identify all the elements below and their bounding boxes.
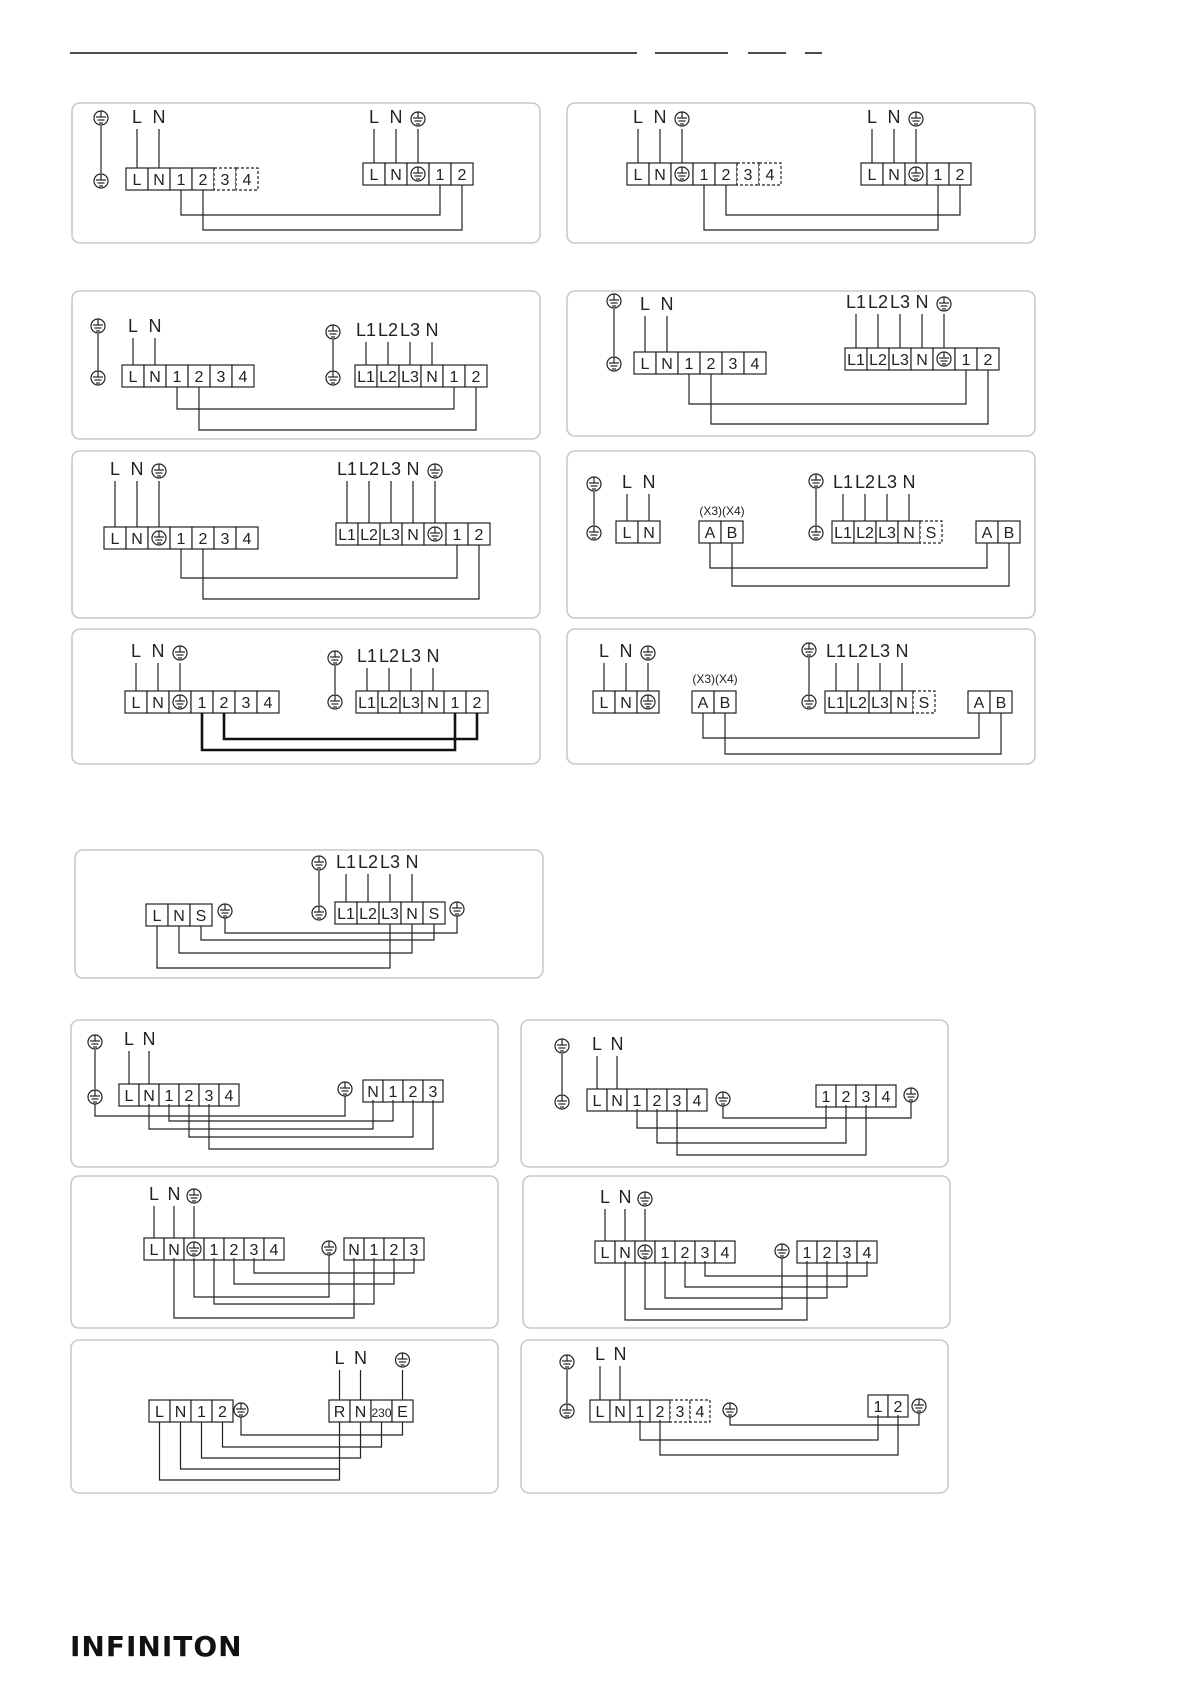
terminal-label: L1 xyxy=(358,695,376,712)
terminal-label: 2 xyxy=(822,1245,832,1262)
panel-1 xyxy=(72,103,540,243)
terminal-label: 2 xyxy=(471,369,481,386)
terminal-label: L xyxy=(109,459,121,479)
terminal-block xyxy=(344,1238,424,1260)
terminal-label: N xyxy=(354,1348,367,1368)
terminal-block xyxy=(590,1400,710,1422)
terminal-label: 3 xyxy=(220,172,230,189)
terminal-label: 3 xyxy=(743,167,753,184)
terminal-label: L1 xyxy=(834,525,852,542)
terminal-label: L3 xyxy=(381,906,399,923)
terminal-block xyxy=(595,1241,735,1263)
terminal-label: 2 xyxy=(198,531,208,548)
terminal-label: L xyxy=(639,294,651,314)
terminal-label: N xyxy=(152,695,164,712)
terminal-label: L2 xyxy=(377,320,399,340)
terminal-label: (X3)(X4) xyxy=(699,504,745,518)
terminal-label: 2 xyxy=(184,1088,194,1105)
terminal-cell xyxy=(933,348,955,370)
terminal-label: L1 xyxy=(338,527,356,544)
terminal-label: L1 xyxy=(337,906,355,923)
terminal-label: 1 xyxy=(961,352,971,369)
terminal-label: 2 xyxy=(983,352,993,369)
terminal-label: 2 xyxy=(457,167,467,184)
terminal-label: 3 xyxy=(428,1084,438,1101)
terminal-block xyxy=(627,163,781,185)
terminal-label: L xyxy=(599,695,609,712)
terminal-label: 4 xyxy=(224,1088,234,1105)
terminal-cell xyxy=(905,163,927,185)
terminal-label: N xyxy=(653,107,667,127)
terminal-label: 4 xyxy=(238,369,248,386)
terminal-label: L3 xyxy=(871,695,889,712)
terminal-label: L xyxy=(131,107,143,127)
terminal-label: 1 xyxy=(699,167,709,184)
terminal-label: N xyxy=(406,459,420,479)
panel-frame xyxy=(71,1340,498,1493)
panel-2 xyxy=(567,103,1035,243)
terminal-label: 4 xyxy=(720,1245,730,1262)
terminal-label: L1 xyxy=(335,852,357,872)
terminal-label: L2 xyxy=(380,695,398,712)
terminal-label: L xyxy=(622,525,632,542)
terminal-label: 3 xyxy=(220,531,230,548)
terminal-label: 1 xyxy=(435,167,445,184)
terminal-label: 1 xyxy=(660,1245,670,1262)
terminal-label: L3 xyxy=(382,527,400,544)
terminal-label: N xyxy=(348,1242,360,1259)
terminal-label: L xyxy=(369,167,379,184)
terminal-block xyxy=(336,523,490,545)
terminal-label: L2 xyxy=(854,472,876,492)
panel-10 xyxy=(71,1020,498,1167)
terminal-label: L3 xyxy=(380,459,402,479)
terminal-label: L xyxy=(124,1088,134,1105)
terminal-label: N xyxy=(153,172,165,189)
terminal-label: N xyxy=(152,107,166,127)
terminal-label: L3 xyxy=(878,525,896,542)
terminal-cell xyxy=(671,163,693,185)
terminal-label: L xyxy=(594,1344,606,1364)
terminal-label: L3 xyxy=(379,852,401,872)
terminal-block xyxy=(861,163,971,185)
terminal-label: L xyxy=(130,641,142,661)
terminal-label: L xyxy=(592,1093,602,1110)
terminal-label: L xyxy=(131,695,141,712)
terminal-label: 1 xyxy=(933,167,943,184)
panel-9 xyxy=(75,850,543,978)
panel-6 xyxy=(567,451,1035,618)
terminal-label: L xyxy=(132,172,142,189)
terminal-label: 230 xyxy=(371,1406,392,1420)
terminal-label: 3 xyxy=(216,369,226,386)
terminal-label: 1 xyxy=(821,1089,831,1106)
terminal-label: N xyxy=(916,352,928,369)
terminal-label: 1 xyxy=(452,527,462,544)
terminal-label: N xyxy=(174,1404,187,1421)
terminal-label: 2 xyxy=(198,172,208,189)
terminal-label: 4 xyxy=(695,1404,705,1421)
terminal-label: 2 xyxy=(955,167,965,184)
terminal-label: 4 xyxy=(242,172,252,189)
terminal-block xyxy=(593,691,659,713)
terminal-label: L2 xyxy=(359,906,377,923)
terminal-label: 2 xyxy=(218,1404,227,1421)
terminal-label: L1 xyxy=(825,641,847,661)
terminal-label: B xyxy=(719,695,731,712)
terminal-label: N xyxy=(620,695,632,712)
terminal-block xyxy=(146,904,212,926)
terminal-cell xyxy=(637,691,659,713)
terminal-label: L1 xyxy=(827,695,845,712)
terminal-label: L2 xyxy=(378,646,400,666)
terminal-block xyxy=(363,1080,443,1102)
terminal-label: A xyxy=(981,525,993,542)
terminal-label: N xyxy=(915,292,929,312)
terminal-label: N xyxy=(661,356,673,373)
terminal-label: S xyxy=(925,525,937,542)
terminal-label: N xyxy=(131,531,143,548)
terminal-label: N xyxy=(895,641,909,661)
terminal-label: N xyxy=(611,1093,623,1110)
terminal-label: L2 xyxy=(357,852,379,872)
terminal-block xyxy=(845,348,999,370)
terminal-label: L2 xyxy=(867,292,889,312)
terminal-label: L1 xyxy=(845,292,867,312)
terminal-label: 1 xyxy=(684,356,694,373)
brand-logo: INFINITON xyxy=(70,1630,243,1663)
terminal-label: 2 xyxy=(706,356,716,373)
terminal-label: L2 xyxy=(869,352,887,369)
terminal-label: L xyxy=(632,107,644,127)
terminal-label: 2 xyxy=(389,1242,399,1259)
panel-8 xyxy=(567,629,1035,764)
terminal-label: N xyxy=(902,472,916,492)
terminal-label: 1 xyxy=(197,1404,206,1421)
terminal-label: L2 xyxy=(358,459,380,479)
terminal-label: E xyxy=(397,1404,408,1421)
terminal-label: 2 xyxy=(474,527,484,544)
terminal-label: N xyxy=(405,852,419,872)
terminal-label: N xyxy=(896,695,908,712)
terminal-block xyxy=(363,163,473,185)
terminal-label: 4 xyxy=(263,695,273,712)
terminal-label: L1 xyxy=(832,472,854,492)
terminal-label: L3 xyxy=(889,292,911,312)
terminal-label: 4 xyxy=(750,356,760,373)
terminal-block xyxy=(149,1400,233,1422)
terminal-label: L2 xyxy=(360,527,378,544)
terminal-block xyxy=(616,521,660,543)
terminal-label: N xyxy=(389,107,403,127)
terminal-label: N xyxy=(619,1245,631,1262)
terminal-label: L xyxy=(598,641,610,661)
terminal-label: A xyxy=(973,695,985,712)
panel-3 xyxy=(72,291,540,439)
terminal-label: N xyxy=(643,525,655,542)
terminal-label: N xyxy=(887,107,901,127)
terminal-block xyxy=(825,691,935,713)
terminal-label: N xyxy=(614,1404,626,1421)
terminal-label: N xyxy=(903,525,915,542)
terminal-label: 2 xyxy=(680,1245,690,1262)
terminal-block xyxy=(122,365,254,387)
terminal-label: 2 xyxy=(721,167,731,184)
terminal-label: L1 xyxy=(355,320,377,340)
terminal-label: 3 xyxy=(675,1404,685,1421)
terminal-label: L2 xyxy=(856,525,874,542)
terminal-block xyxy=(329,1400,413,1422)
panel-frame xyxy=(75,850,543,978)
terminal-label: N xyxy=(142,1029,156,1049)
terminal-label: N xyxy=(173,908,185,925)
terminal-label: 1 xyxy=(164,1088,174,1105)
terminal-label: 3 xyxy=(700,1245,710,1262)
terminal-block xyxy=(104,527,258,549)
terminal-label: L xyxy=(368,107,380,127)
terminal-label: N xyxy=(610,1034,624,1054)
terminal-label: N xyxy=(143,1088,155,1105)
terminal-label: L xyxy=(867,167,877,184)
terminal-label: 1 xyxy=(635,1404,645,1421)
panel-7 xyxy=(72,629,540,764)
terminal-label: L1 xyxy=(356,646,378,666)
panel-14 xyxy=(71,1340,498,1493)
terminal-label: R xyxy=(333,1404,346,1421)
terminal-label: L xyxy=(621,472,633,492)
terminal-label: L xyxy=(334,1348,345,1368)
terminal-label: L2 xyxy=(379,369,397,386)
terminal-label: S xyxy=(195,908,207,925)
terminal-label: 2 xyxy=(841,1089,851,1106)
terminal-label: 3 xyxy=(861,1089,871,1106)
terminal-label: N xyxy=(168,1242,180,1259)
terminal-label: N xyxy=(618,1187,632,1207)
terminal-cell xyxy=(169,691,191,713)
terminal-label: 4 xyxy=(881,1089,891,1106)
terminal-block xyxy=(692,691,736,713)
terminal-label: L3 xyxy=(400,646,422,666)
terminal-label: A xyxy=(697,695,709,712)
terminal-label: 3 xyxy=(409,1242,419,1259)
terminal-label: N xyxy=(390,167,402,184)
panel-frame xyxy=(523,1176,950,1328)
terminal-label: L3 xyxy=(891,352,909,369)
terminal-label: 3 xyxy=(241,695,251,712)
terminal-block xyxy=(797,1241,877,1263)
terminal-label: L3 xyxy=(876,472,898,492)
terminal-label: N xyxy=(149,369,161,386)
terminal-label: 2 xyxy=(655,1404,665,1421)
terminal-label: 3 xyxy=(249,1242,259,1259)
terminal-block xyxy=(587,1089,707,1111)
terminal-label: 1 xyxy=(449,369,459,386)
terminal-label: 1 xyxy=(176,531,186,548)
terminal-label: 1 xyxy=(632,1093,642,1110)
terminal-label: 1 xyxy=(209,1242,219,1259)
terminal-label: N xyxy=(406,906,418,923)
terminal-label: 2 xyxy=(194,369,204,386)
terminal-label: L xyxy=(599,1187,611,1207)
terminal-label: N xyxy=(642,472,656,492)
terminal-label: 1 xyxy=(197,695,207,712)
terminal-label: 3 xyxy=(672,1093,682,1110)
terminal-block xyxy=(119,1084,239,1106)
terminal-label: L xyxy=(152,908,162,925)
terminal-label: L1 xyxy=(357,369,375,386)
terminal-label: L xyxy=(127,316,139,336)
terminal-label: 2 xyxy=(229,1242,239,1259)
terminal-label: L1 xyxy=(336,459,358,479)
terminal-label: N xyxy=(426,646,440,666)
panel-4 xyxy=(567,291,1035,436)
terminal-label: L2 xyxy=(849,695,867,712)
terminal-block xyxy=(832,521,942,543)
terminal-label: N xyxy=(367,1084,379,1101)
terminal-label: 2 xyxy=(893,1399,903,1416)
panel-13 xyxy=(523,1176,950,1328)
terminal-block xyxy=(634,352,766,374)
terminal-label: 1 xyxy=(369,1242,379,1259)
terminal-label: 4 xyxy=(765,167,775,184)
terminal-block xyxy=(816,1085,896,1107)
terminal-label: L xyxy=(595,1404,605,1421)
terminal-block xyxy=(699,521,743,543)
terminal-label: L xyxy=(148,1184,160,1204)
terminal-block xyxy=(335,902,445,924)
terminal-block xyxy=(868,1395,908,1417)
terminal-label: 2 xyxy=(219,695,229,712)
terminal-label: B xyxy=(1003,525,1015,542)
terminal-label: N xyxy=(148,316,162,336)
terminal-block xyxy=(968,691,1012,713)
terminal-label: 4 xyxy=(269,1242,279,1259)
terminal-label: 2 xyxy=(408,1084,418,1101)
terminal-label: A xyxy=(704,525,716,542)
terminal-label: L xyxy=(633,167,643,184)
terminal-label: 1 xyxy=(450,695,460,712)
terminal-label: L xyxy=(123,1029,135,1049)
terminal-label: N xyxy=(425,320,439,340)
terminal-label: L xyxy=(866,107,878,127)
terminal-block xyxy=(126,168,258,190)
terminal-label: N xyxy=(151,641,165,661)
terminal-label: N xyxy=(888,167,900,184)
terminal-block xyxy=(355,365,487,387)
terminal-block xyxy=(976,521,1020,543)
panels-layer xyxy=(71,103,1035,1493)
terminal-label: L xyxy=(155,1404,164,1421)
terminal-label: N xyxy=(426,369,438,386)
terminal-label: L3 xyxy=(399,320,421,340)
terminal-label: 3 xyxy=(842,1245,852,1262)
terminal-label: 2 xyxy=(472,695,482,712)
terminal-label: S xyxy=(428,906,440,923)
terminal-label: N xyxy=(660,294,674,314)
terminal-label: L xyxy=(149,1242,159,1259)
terminal-label: 2 xyxy=(652,1093,662,1110)
panel-11 xyxy=(521,1020,948,1167)
terminal-label: N xyxy=(654,167,666,184)
panel-5 xyxy=(72,451,540,618)
terminal-label: L xyxy=(600,1245,610,1262)
terminal-block xyxy=(144,1238,284,1260)
panel-15 xyxy=(521,1340,948,1493)
terminal-label: 3 xyxy=(728,356,738,373)
terminal-label: 4 xyxy=(692,1093,702,1110)
terminal-label: 4 xyxy=(862,1245,872,1262)
terminal-label: N xyxy=(130,459,144,479)
terminal-label: 1 xyxy=(388,1084,398,1101)
terminal-label: B xyxy=(726,525,738,542)
terminal-cell xyxy=(407,163,429,185)
terminal-cell xyxy=(424,523,446,545)
terminal-label: (X3)(X4) xyxy=(692,672,738,686)
terminal-label: L xyxy=(128,369,138,386)
terminal-label: 1 xyxy=(176,172,186,189)
terminal-label: L1 xyxy=(847,352,865,369)
terminal-label: L3 xyxy=(401,369,419,386)
terminal-label: 4 xyxy=(242,531,252,548)
terminal-label: N xyxy=(613,1344,627,1364)
terminal-label: N xyxy=(354,1404,367,1421)
terminal-label: L2 xyxy=(847,641,869,661)
terminal-label: L xyxy=(640,356,650,373)
terminal-label: S xyxy=(918,695,930,712)
terminal-cell xyxy=(148,527,170,549)
terminal-label: N xyxy=(167,1184,181,1204)
terminal-label: L xyxy=(110,531,120,548)
terminal-label: 3 xyxy=(204,1088,214,1105)
terminal-label: 1 xyxy=(873,1399,883,1416)
terminal-block xyxy=(125,691,279,713)
terminal-block xyxy=(356,691,488,713)
panel-12 xyxy=(71,1176,498,1328)
terminal-label: L3 xyxy=(402,695,420,712)
terminal-label: N xyxy=(407,527,419,544)
terminal-label: L3 xyxy=(869,641,891,661)
terminal-label: N xyxy=(619,641,633,661)
terminal-label: N xyxy=(427,695,439,712)
terminal-label: B xyxy=(995,695,1007,712)
terminal-label: L xyxy=(591,1034,603,1054)
terminal-label: 1 xyxy=(172,369,182,386)
terminal-label: 1 xyxy=(802,1245,812,1262)
